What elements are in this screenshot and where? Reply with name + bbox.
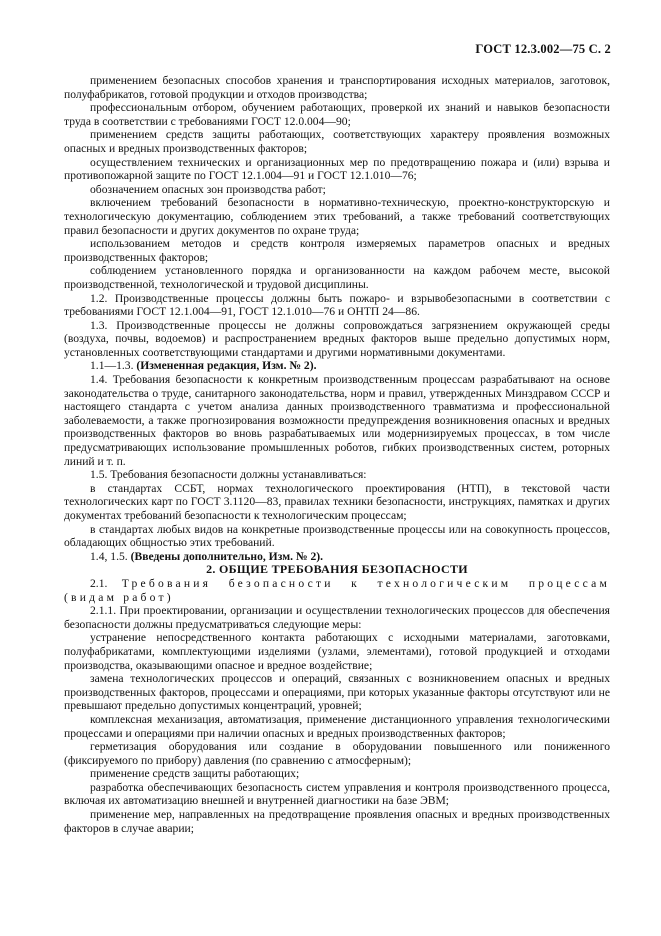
paragraph: осуществлением технических и организационных мер по предотвращению пожара и (или) взрыва и противопожарной защите по ГОСТ 12.1.004—91 и ГОСТ 12.1.010—76;: [64, 155, 610, 183]
paragraph: герметизация оборудования или создание в оборудовании повышенного или пониженного (фиксируемого по прибору) давления (по сравнению с атмосферным);: [64, 740, 610, 767]
paragraph: 1.3. Производственные процессы не должны сопровождаться загрязнением окружающей среды (воздуха, почвы, водоемов) и распространением вредных факторов выше предельно допустимых норм, установленных соответствующими стандартами и другими нормативными документами.: [64, 318, 610, 359]
paragraph: в стандартах любых видов на конкретные производственные процессы или на совокупность процессов, обладающих общностью этих требований.: [64, 522, 610, 550]
edit-note-text: (Измененная редакция, Изм. № 2).: [136, 359, 317, 373]
paragraph: разработка обеспечивающих безопасность систем управления и контроля производственного процесса, включая их автоматизацию внешней и внутренней диагностики на базе ЭВМ;: [64, 780, 610, 808]
paragraph: в стандартах ССБТ, нормах технологического проектирования (НТП), в текстовой части технологических карт по ГОСТ 3.1120—83, правилах техники безопасности, инструкциях, памятках и других документах требований безопасности к технологическим процессам;: [64, 481, 610, 522]
subsection-title: Требования безопасности к технологическим процессам (видам работ): [64, 576, 610, 604]
paragraph: применение средств защиты работающих;: [90, 767, 300, 781]
paragraph: применение мер, направленных на предотвращение проявления опасных и вредных производственных факторов в случае аварии;: [64, 808, 610, 835]
paragraph: обозначением опасных зон производства работ;: [90, 182, 326, 196]
section-title: 2. ОБЩИЕ ТРЕБОВАНИЯ БЕЗОПАСНОСТИ: [206, 562, 468, 577]
document-body: [64, 74, 610, 835]
paragraph: 1.5. Требования безопасности должны устанавливаться:: [90, 468, 367, 482]
paragraph: 1.4. Требования безопасности к конкретным производственным процессам разрабатывают на основе законодательства о труде, санитарного законодательства, норм и правил, утвержденных Минздравом СССР и настоящего стандарта с учетом анализа данных производственного травматизма и профессиональной заболеваемости, а также прогнозирования возможности предупреждения возникновения опасных и вредных производственных факторов во вновь разрабатываемых или модернизируемых процессах, в том числе предусматривающих использование промышленных роботов, гибких производственных систем, роторных линий и т. п.: [64, 373, 610, 468]
subsection-number: 2.1.: [90, 576, 108, 590]
paragraph: использованием методов и средств контроля измеряемых параметров опасных и вредных производственных факторов;: [64, 237, 610, 264]
subsection-heading: [64, 577, 610, 604]
paragraph: устранение непосредственного контакта работающих с исходными материалами, заготовками, полуфабрикатами, комплектующими изделиями (узлами, элементами), готовой продукцией и отходами производства, оказывающими опасное и вредное воздействие;: [64, 631, 610, 672]
paragraph: включением требований безопасности в нормативно-техническую, проектно-конструкторскую и технологическую документацию, соблюдением этих требований, а также требований соответствующих правил безопасности и других документов по охране труда;: [64, 196, 610, 237]
paragraph: замена технологических процессов и операций, связанных с возникновением опасных и вредных производственных факторов, процессами и операциями, при которых указанные факторы отсутствуют или не превышают предельно допустимых концентраций, уровней;: [64, 672, 610, 713]
edit-note: [64, 550, 610, 564]
edit-note-text: (Введены дополнительно, Изм. № 2).: [130, 549, 323, 563]
paragraph: применением безопасных способов хранения и транспортирования исходных материалов, заготовок, полуфабрикатов, готовой продукции и отходов производства;: [64, 74, 610, 101]
edit-note: [64, 359, 610, 373]
paragraph: применением средств защиты работающих, соответствующих характеру проявления возможных опасных и вредных производственных факторов;: [64, 128, 610, 155]
edit-note-prefix: 1.1—1.3.: [90, 359, 134, 373]
paragraph: соблюдением установленного порядка и организованности на каждом рабочем месте, высокой производственной, технологической и трудовой дисциплины.: [64, 264, 610, 291]
paragraph: 1.2. Производственные процессы должны быть пожаро- и взрывобезопасными в соответствии с требованиями ГОСТ 12.1.004—91, ГОСТ 12.1.010—76 и ОНТП 24—86.: [64, 291, 610, 319]
page-header: ГОСТ 12.3.002—75 С. 2: [475, 42, 611, 56]
paragraph: 2.1.1. При проектировании, организации и осуществлении технологических процессов для обеспечения безопасности должны предусматриваться следующие меры:: [64, 604, 610, 631]
edit-note-prefix: 1.4, 1.5.: [90, 549, 128, 563]
paragraph: комплексная механизация, автоматизация, применение дистанционного управления технологическими процессами и операциями при наличии опасных и вредных производственных факторов;: [64, 712, 610, 740]
paragraph: профессиональным отбором, обучением работающих, проверкой их знаний и навыков безопасности труда в соответствии с требованиями ГОСТ 12.0.004—90;: [64, 101, 610, 128]
